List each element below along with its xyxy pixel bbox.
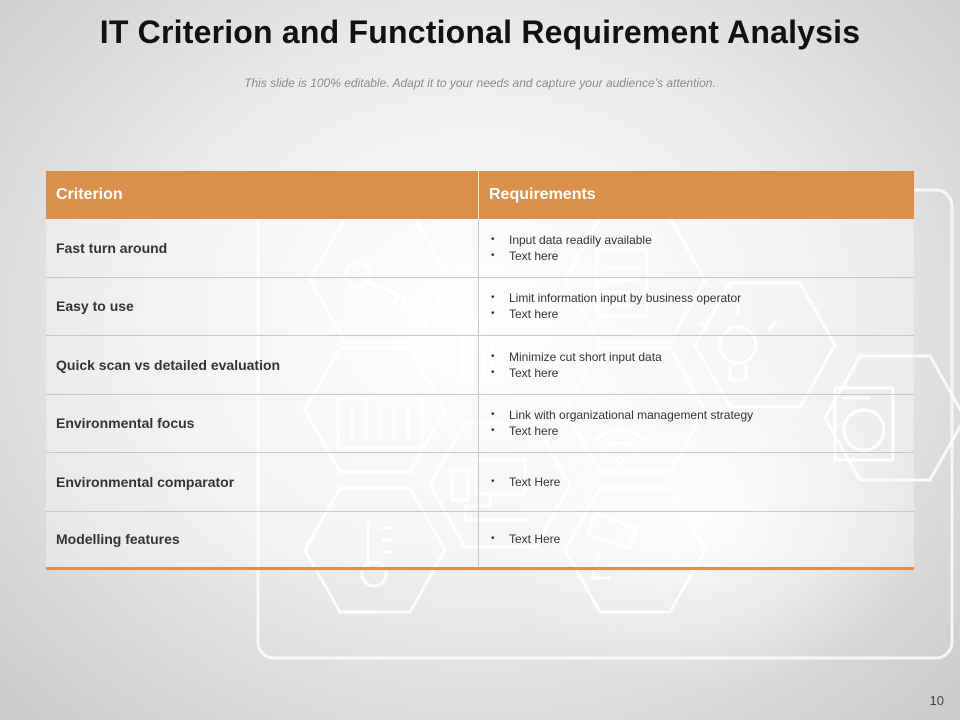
- bullet-icon: •: [491, 409, 495, 421]
- requirements-table: [46, 171, 914, 570]
- list-item: [491, 407, 753, 423]
- bullet-icon: •: [491, 366, 495, 378]
- requirements-cell: [479, 219, 914, 277]
- list-item: [491, 423, 753, 439]
- criterion-cell: Fast turn around: [46, 219, 479, 277]
- requirement-text: Minimize cut short input data: [509, 349, 662, 364]
- requirements-cell: [479, 395, 914, 453]
- table-row: [46, 512, 914, 571]
- table-row: [46, 219, 914, 278]
- requirements-list: [491, 474, 560, 490]
- list-item: [491, 306, 741, 322]
- requirements-cell: [479, 336, 914, 394]
- requirement-text: Text here: [509, 424, 559, 439]
- criterion-cell: Easy to use: [46, 278, 479, 336]
- header-criterion: Criterion: [46, 171, 479, 219]
- bullet-icon: •: [491, 350, 495, 362]
- slide-subtitle: This slide is 100% editable. Adapt it to your needs and capture your audience’s attention.: [244, 76, 716, 90]
- criterion-cell: Environmental comparator: [46, 453, 479, 511]
- bullet-icon: •: [491, 233, 495, 245]
- requirement-text: Input data readily available: [509, 232, 652, 247]
- page-number: 10: [929, 693, 944, 708]
- requirements-list: [491, 232, 652, 264]
- requirements-list: [491, 290, 741, 322]
- requirement-text: Text here: [509, 307, 559, 322]
- table-header: [46, 171, 914, 219]
- bullet-icon: •: [491, 425, 495, 437]
- list-item: [491, 232, 652, 248]
- requirements-list: [491, 349, 662, 381]
- requirement-text: Link with organizational management strategy: [509, 408, 754, 423]
- header-requirements: Requirements: [489, 186, 596, 203]
- list-item: [491, 349, 662, 365]
- requirement-text: Text here: [509, 248, 559, 263]
- list-item: [491, 290, 741, 306]
- table-row: [46, 395, 914, 454]
- requirement-text: Text Here: [509, 532, 561, 547]
- requirements-cell: [479, 453, 914, 511]
- list-item: [491, 248, 652, 264]
- requirements-list: [491, 407, 753, 439]
- slide-title: IT Criterion and Functional Requirement Analysis: [99, 14, 861, 50]
- bullet-icon: •: [491, 292, 495, 304]
- list-item: [491, 531, 560, 547]
- requirements-cell: [479, 512, 914, 568]
- bullet-icon: •: [491, 249, 495, 261]
- bullet-icon: •: [491, 475, 495, 487]
- bullet-icon: •: [491, 308, 495, 320]
- requirement-text: Text Here: [509, 474, 561, 489]
- criterion-cell: Quick scan vs detailed evaluation: [46, 336, 479, 394]
- table-row: [46, 453, 914, 512]
- list-item: [491, 365, 662, 381]
- requirement-text: Text here: [509, 365, 559, 380]
- criterion-cell: Environmental focus: [46, 395, 479, 453]
- list-item: [491, 474, 560, 490]
- table-row: [46, 278, 914, 337]
- requirements-list: [491, 531, 560, 547]
- requirements-cell: [479, 278, 914, 336]
- requirement-text: Limit information input by business operator: [509, 291, 742, 306]
- bullet-icon: •: [491, 533, 495, 545]
- criterion-cell: Modelling features: [46, 512, 479, 568]
- table-row: [46, 336, 914, 395]
